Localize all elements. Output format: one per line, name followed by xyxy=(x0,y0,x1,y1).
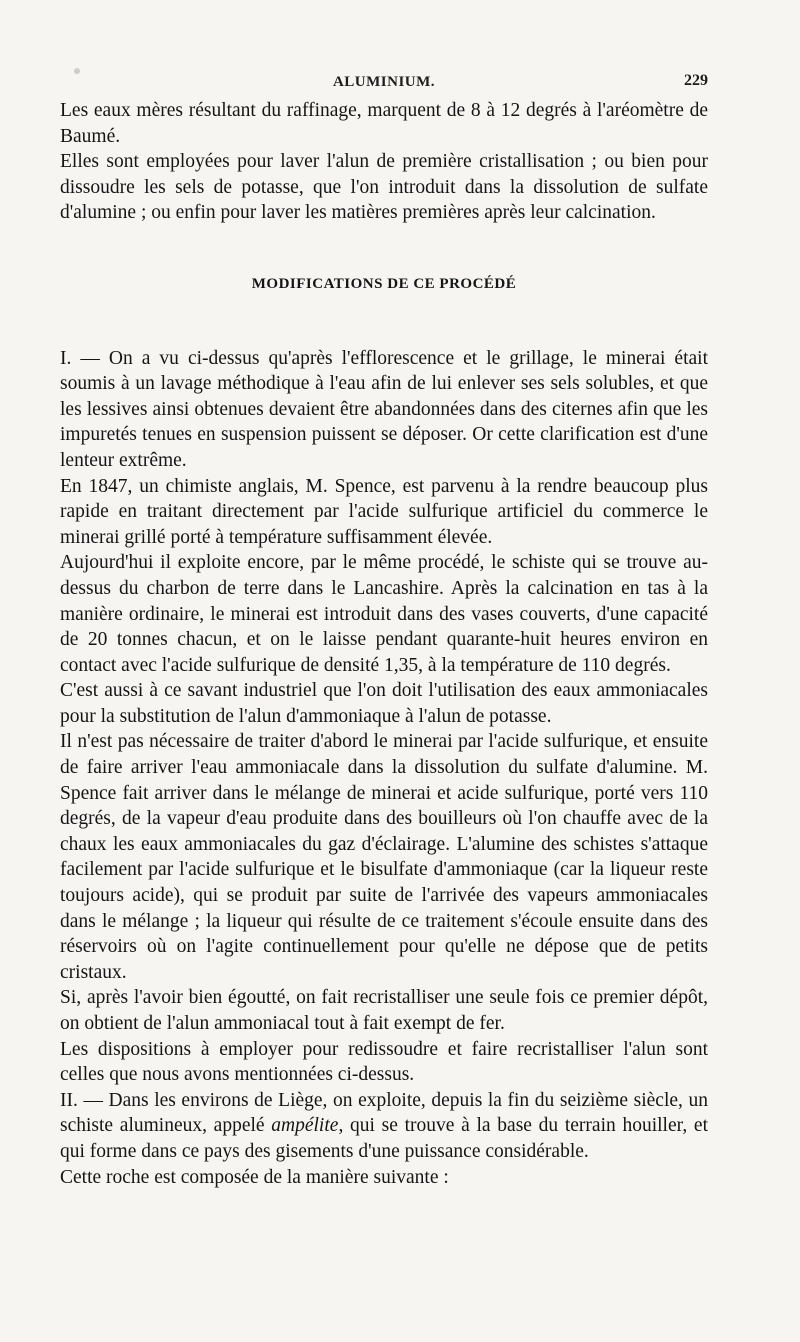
ampelite-term: ampélite xyxy=(271,1115,339,1137)
page-header xyxy=(60,52,708,90)
paragraph-lancashire: Aujourd'hui il exploite encore, par le même procédé, le schiste qui se trouve au-dessus du charbon de terre dans le Lancashire. Après la calcination en tas à la manière ordinaire, le minerai est introduit dans des vases couverts, d'une capacité de 20 tonnes chacun, et on le laisse pendant quarante-huit heures environ en contact avec l'acide sulfurique de densité 1,35, à la température de 110 degrés. xyxy=(60,552,708,676)
section-ii-text-end: , qui se trouve à la base du terrain houiller, et qui forme dans ce pays des gisements d'une puissance considérable. xyxy=(60,1115,708,1162)
running-title: ALUMINIUM. xyxy=(332,74,436,90)
paragraph-section-ii xyxy=(60,1088,708,1165)
paragraph-dispositions: Les dispositions à employer pour redissoudre et faire recristalliser l'alun sont celles que nous avons mentionnées ci-dessus. xyxy=(60,1038,708,1086)
page-body xyxy=(60,98,708,1190)
section-title: MODIFICATIONS DE CE PROCÉDÉ xyxy=(251,275,517,292)
paragraph-procede-spence: Il n'est pas nécessaire de traiter d'abord le minerai par l'acide sulfurique, et ensuite de faire arriver l'eau ammoniacale dans la dissolution du sulfate d'alumine. M. Spence fait arriver dans le mélange de minerai et acide sulfurique, porté vers 110 degrés, de la vapeur d'eau produite dans des bouilleurs où l'on chauffe avec de la chaux les eaux ammoniacales du gaz d'éclairage. L'alumine des schistes s'attaque facilement par l'acide sulfurique et le bisulfate d'ammoniaque (car la liqueur reste toujours acide), qui se produit par suite de l'arrivée des vapeurs ammoniacales dans le mélange ; la liqueur qui résulte de ce traitement s'écoule ensuite dans des réservoirs où on l'agite continuellement pour qu'elle ne dépose que de petits cristaux. xyxy=(60,731,708,983)
page-number: 229 xyxy=(684,72,708,89)
paragraph-eaux-meres: Les eaux mères résultant du raffinage, marquent de 8 à 12 degrés à l'aréomètre de Baumé. xyxy=(60,100,708,147)
paragraph-section-i: I. — On a vu ci-dessus qu'après l'efflorescence et le grillage, le minerai était soumis à un lavage méthodique à l'eau afin de lui enlever ses sels solubles, et que les lessives ainsi obtenues devaient être abandonnées dans des citernes afin que les impuretés tenues en suspension puissent se déposer. Or cette clarification est d'une lenteur extrême. xyxy=(60,347,708,471)
paragraph-spence-1847: En 1847, un chimiste anglais, M. Spence, est parvenu à la rendre beaucoup plus rapide en traitant directement par l'acide sulfurique artificiel du commerce le minerai grillé porté à température suffisamment élevée. xyxy=(60,475,708,548)
paragraph-recristallisation: Si, après l'avoir bien égoutté, on fait recristalliser une seule fois ce premier dépôt, on obtient de l'alun ammoniacal tout à fait exempt de fer. xyxy=(60,987,708,1034)
paragraph-composition-intro: Cette roche est composée de la manière suivante : xyxy=(60,1166,449,1188)
section-ii-text-start: II. — Dans les environs de Liège, on exploite, depuis la fin du seizième siècle, un schiste alumineux, appelé xyxy=(60,1089,708,1137)
paragraph-emploi-eaux-meres: Elles sont employées pour laver l'alun de première cristallisation ; ou bien pour dissoudre les sels de potasse, que l'on introduit dans la dissolution de sulfate d'alumine ; ou enfin pour laver les matières premières après leur calcination. xyxy=(60,151,708,224)
paragraph-eaux-ammoniacales: C'est aussi à ce savant industriel que l'on doit l'utilisation des eaux ammoniacales pour la substitution de l'alun d'ammoniaque à l'alun de potasse. xyxy=(60,680,708,727)
